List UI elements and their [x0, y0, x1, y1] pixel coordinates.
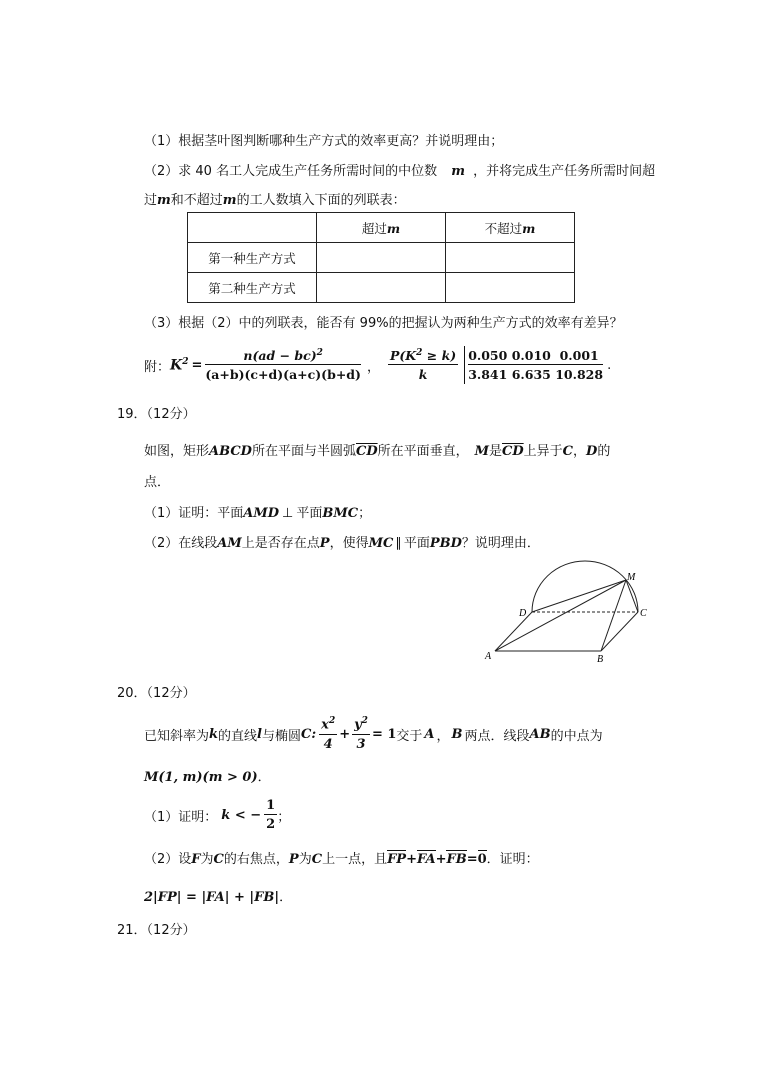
- plus-sign: +: [339, 726, 351, 742]
- p-value: 0.050: [468, 348, 508, 363]
- q19-P: P: [319, 536, 330, 551]
- q18-part2-text-a: （2）求 40 名工人完成生产任务所需时间的中位数: [144, 164, 438, 179]
- p-value: 0.010: [511, 348, 551, 363]
- table-header-not-exceed: [446, 213, 575, 243]
- q19-text: 如图，矩形: [144, 444, 210, 459]
- k2-numerator: n(ad − bc)$^2$: [205, 348, 361, 365]
- table-cell: [446, 243, 575, 273]
- q20-text: 的中点为: [550, 728, 603, 744]
- q20-text: ．证明：: [486, 852, 539, 867]
- parallel-symbol: ∥: [395, 536, 402, 551]
- edge-bc: [601, 612, 638, 651]
- equals-one: = 1: [371, 726, 397, 742]
- q19-text: 上是否存在点: [241, 536, 320, 551]
- q20-text: （2）设: [144, 852, 192, 867]
- q19-line1: 如图，矩形ABCD所在平面与半圆弧$\overline{CD}$所在平面垂直， M是$\overline{CD}$上异于C，D的: [144, 444, 611, 459]
- q19-pbd: PBD: [429, 536, 462, 551]
- edge-ad: [495, 612, 532, 651]
- table-divider: [464, 346, 465, 384]
- table-corner-cell: [188, 213, 317, 243]
- critical-value-table: [468, 348, 603, 382]
- q19-text: 平面: [403, 536, 430, 551]
- y-var: y: [354, 717, 362, 733]
- edge-mb: [601, 580, 626, 651]
- q20-F: F: [191, 852, 201, 867]
- vector-fa: FA: [417, 852, 436, 867]
- table-header-not-exceed-label: 不超过: [484, 220, 523, 236]
- x-var: x: [321, 717, 329, 733]
- q19-text: （1）证明：平面: [144, 506, 244, 521]
- table-row-label: 第二种生产方式: [188, 273, 317, 303]
- equals-sign: =: [191, 357, 203, 373]
- q19-line2: 点．: [144, 475, 171, 490]
- q18-line2-text-a: 过: [144, 193, 158, 208]
- prob-num-b: ≥ k): [422, 348, 457, 364]
- formula-k: K: [170, 357, 183, 374]
- q20-text: 上一点，且: [322, 852, 388, 867]
- q20-ellipse-c: C:: [301, 726, 317, 742]
- q19-text: ？说明理由．: [461, 536, 540, 551]
- half-num: 1: [266, 798, 276, 813]
- q20-part2: （2）设F为C的右焦点，P为C上一点，且FP+FA+FB=0．证明：: [144, 852, 539, 867]
- q18-line2-text-b: 和不超过: [170, 193, 223, 208]
- appendix-label: 附：: [144, 359, 171, 375]
- q18-var-m: m: [451, 164, 465, 179]
- q20-text: ；: [277, 809, 291, 825]
- q20-A: A: [424, 726, 435, 742]
- prob-denominator: k: [418, 367, 428, 383]
- comma: ，: [366, 359, 380, 375]
- table-row: [188, 243, 575, 273]
- q19-amd: AMD: [243, 506, 280, 521]
- q20-k: k: [209, 726, 219, 742]
- q19-text: 上异于: [523, 444, 563, 459]
- x2-over-4: $\frac{x^2}{4}$: [321, 716, 336, 752]
- denominator-4: 4: [323, 736, 333, 752]
- q20-C: C: [213, 852, 224, 867]
- q18-part2-text-b: ，并将完成生产任务所需时间超: [473, 164, 656, 179]
- q19-am: AM: [217, 536, 242, 551]
- q20-text: （1）证明：: [144, 809, 218, 825]
- zero-vector: 0: [477, 852, 487, 867]
- q18-part2-line1: [144, 160, 655, 179]
- q19-text: 所在平面垂直，: [377, 444, 469, 459]
- table-header-m: m: [522, 220, 536, 236]
- k-values-row: [468, 365, 603, 382]
- q20-dot: ．: [279, 890, 293, 905]
- q19-text: ；: [358, 506, 372, 521]
- q19-D: D: [586, 444, 598, 459]
- q19-text: 所在平面与半圆弧: [251, 444, 356, 459]
- k-value: 6.635: [511, 367, 551, 382]
- q19-bmc: BMC: [322, 506, 359, 521]
- label-M: M: [627, 572, 636, 583]
- q19-arc-cd: $\overline{CD}$: [502, 444, 524, 459]
- q20-midpoint: [144, 766, 271, 785]
- q19-text: ，使得: [329, 536, 369, 551]
- q19-mc: MC: [368, 536, 394, 551]
- q18-line2-text-c: 的工人数填入下面的列联表：: [236, 193, 406, 208]
- k2-fraction: [205, 348, 361, 382]
- q19-part1: [144, 502, 371, 521]
- q20-AB: AB: [529, 726, 551, 742]
- one-half: [264, 798, 277, 832]
- q19-abcd: ABCD: [209, 444, 252, 459]
- q20-B: B: [451, 726, 463, 742]
- q18-part2-line2: [144, 189, 406, 208]
- denominator-3: 3: [356, 736, 366, 752]
- table-header-row: [188, 213, 575, 243]
- q19-geometry-figure: [480, 560, 655, 670]
- vector-fb: FB: [446, 852, 467, 867]
- prob-numerator: $P(K^2 \ge k)$: [389, 347, 457, 364]
- table-cell: [446, 273, 575, 303]
- edge-mc: [626, 580, 638, 612]
- q20-text: 的直线: [218, 728, 258, 744]
- q18-var-m: m: [222, 193, 237, 208]
- table-header-exceed: [317, 213, 446, 243]
- label-B: B: [597, 654, 604, 665]
- table-row: [188, 273, 575, 303]
- final-equation: 2|FP| = |FA| + |FB|: [144, 890, 280, 905]
- label-C: C: [640, 608, 647, 619]
- p-value: 0.001: [559, 348, 599, 363]
- q18-appendix: [144, 342, 611, 388]
- prob-num-a: P(K: [389, 348, 417, 364]
- q19-text: 是: [489, 444, 503, 459]
- midpoint-formula: M(1, m)(m > 0): [144, 770, 258, 785]
- table-cell: [317, 273, 446, 303]
- table-row-label: 第一种生产方式: [188, 243, 317, 273]
- q20-header: 20．（12分）: [117, 686, 196, 701]
- k-value: 3.841: [468, 367, 508, 382]
- q18-var-m: m: [157, 193, 171, 208]
- q20-text: 的右焦点，: [223, 852, 289, 867]
- perp-symbol: ⊥: [282, 506, 294, 521]
- q18-part3: （3）根据（2）中的列联表，能否有 99%的把握认为两种生产方式的效率有差异？: [144, 316, 623, 331]
- q19-M: M: [474, 444, 489, 459]
- k-value: 10.828: [555, 367, 604, 382]
- table-cell: [317, 243, 446, 273]
- p-values-row: [468, 348, 603, 365]
- q20-text: 已知斜率为: [144, 728, 210, 744]
- k2-denominator: (a+b)(c+d)(a+c)(b+d): [205, 367, 361, 383]
- half-den: 2: [266, 817, 276, 832]
- q20-C: C: [311, 852, 323, 867]
- y2-over-3: $\frac{y^2}{3}$: [354, 716, 368, 752]
- q20-part1: [144, 794, 290, 836]
- q20-final: [144, 886, 292, 905]
- edge-am: [495, 580, 626, 651]
- q20-text: 与椭圆: [262, 728, 302, 744]
- q19-text: 的: [597, 444, 611, 459]
- q19-text: （2）在线段: [144, 536, 218, 551]
- edge-dm: [532, 580, 626, 612]
- label-A: A: [485, 651, 492, 662]
- q19-part2: [144, 532, 540, 551]
- q20-text: ，: [436, 728, 450, 744]
- k2-numerator-text: n(ad − bc): [243, 348, 317, 364]
- q19-C: C: [562, 444, 574, 459]
- prob-fraction: [388, 348, 458, 382]
- q20-l: l: [257, 726, 262, 742]
- q20-text: 为: [298, 852, 312, 867]
- label-D: D: [519, 608, 527, 619]
- q20-P: P: [288, 852, 299, 867]
- q19-text: 平面: [296, 506, 323, 521]
- table-header-exceed-label: 超过: [361, 220, 387, 236]
- q18-part1: （1）根据茎叶图判断哪种生产方式的效率更高？并说明理由；: [144, 134, 504, 149]
- q20-text: 为: [200, 852, 214, 867]
- q20-line1: [144, 714, 603, 754]
- semicircle-arc: [532, 561, 638, 612]
- q20-dot: ．: [257, 770, 271, 785]
- q19-header: 19．（12分）: [117, 407, 196, 422]
- formula-lhs: $K^2$: [170, 356, 189, 374]
- table-header-m: m: [386, 220, 401, 236]
- q19-arc-cd: $\overline{CD}$: [355, 444, 378, 459]
- inequality: k < −: [221, 807, 262, 823]
- q20-text: 交于: [396, 728, 423, 744]
- q20-text: 两点．线段: [464, 728, 530, 744]
- period: .: [607, 357, 612, 373]
- contingency-table: [187, 212, 575, 303]
- vector-fp: FP: [387, 852, 407, 867]
- q21-header: 21．（12分）: [117, 923, 196, 938]
